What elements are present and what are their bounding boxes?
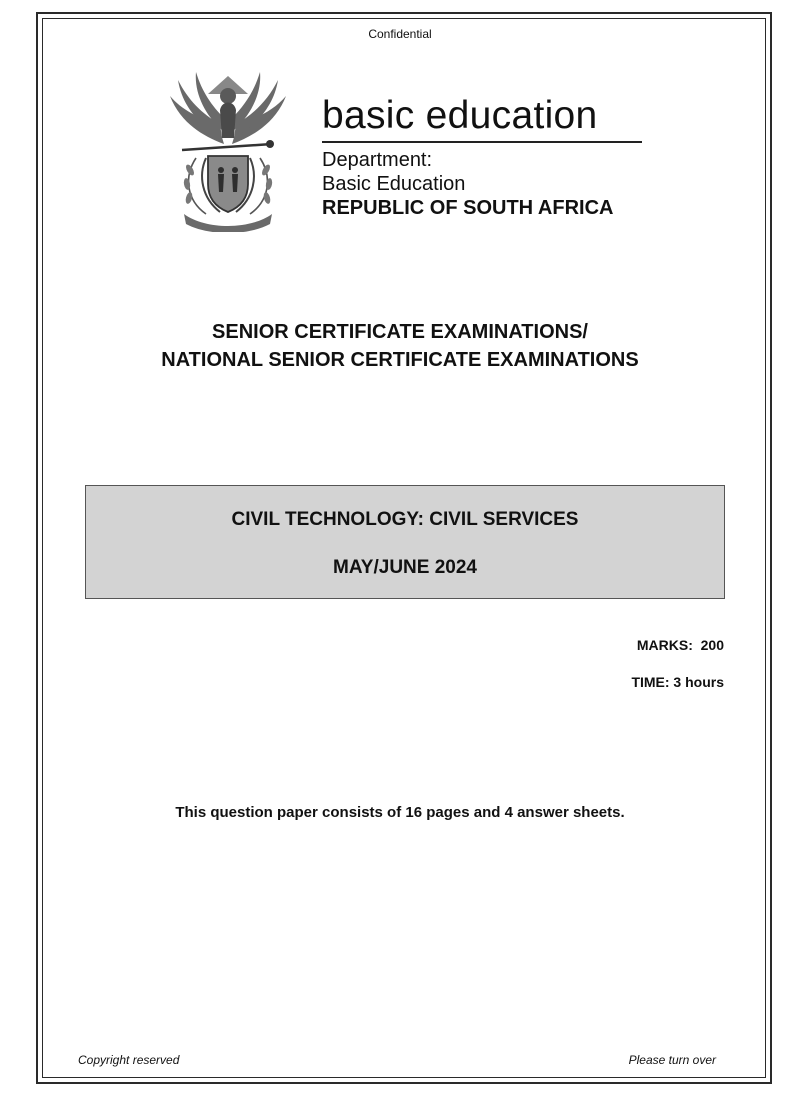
marks-label: MARKS: 200 (636, 637, 724, 653)
exam-session: MAY/JUNE 2024 (333, 557, 477, 578)
exam-title-line2: NATIONAL SENIOR CERTIFICATE EXAMINATIONS (161, 349, 639, 371)
country-name: REPUBLIC OF SOUTH AFRICA (322, 197, 614, 219)
time-label: TIME: 3 hours (631, 674, 724, 690)
pages-note: This question paper consists of 16 pages and 4 answer sheets. (175, 804, 625, 821)
brand-name: basic education (322, 94, 598, 137)
copyright-notice: Copyright reserved (78, 1053, 180, 1067)
department-label: Department: (322, 149, 433, 171)
exam-title-line1: SENIOR CERTIFICATE EXAMINATIONS/ (212, 321, 588, 343)
brand-underline (322, 141, 642, 143)
subject-name: CIVIL TECHNOLOGY: CIVIL SERVICES (231, 509, 579, 530)
department-name: Basic Education (322, 173, 466, 195)
turn-over-notice: Please turn over (628, 1053, 716, 1067)
coat-of-arms-icon (162, 66, 294, 232)
confidential-label: Confidential (368, 27, 432, 41)
subject-box (85, 485, 725, 599)
